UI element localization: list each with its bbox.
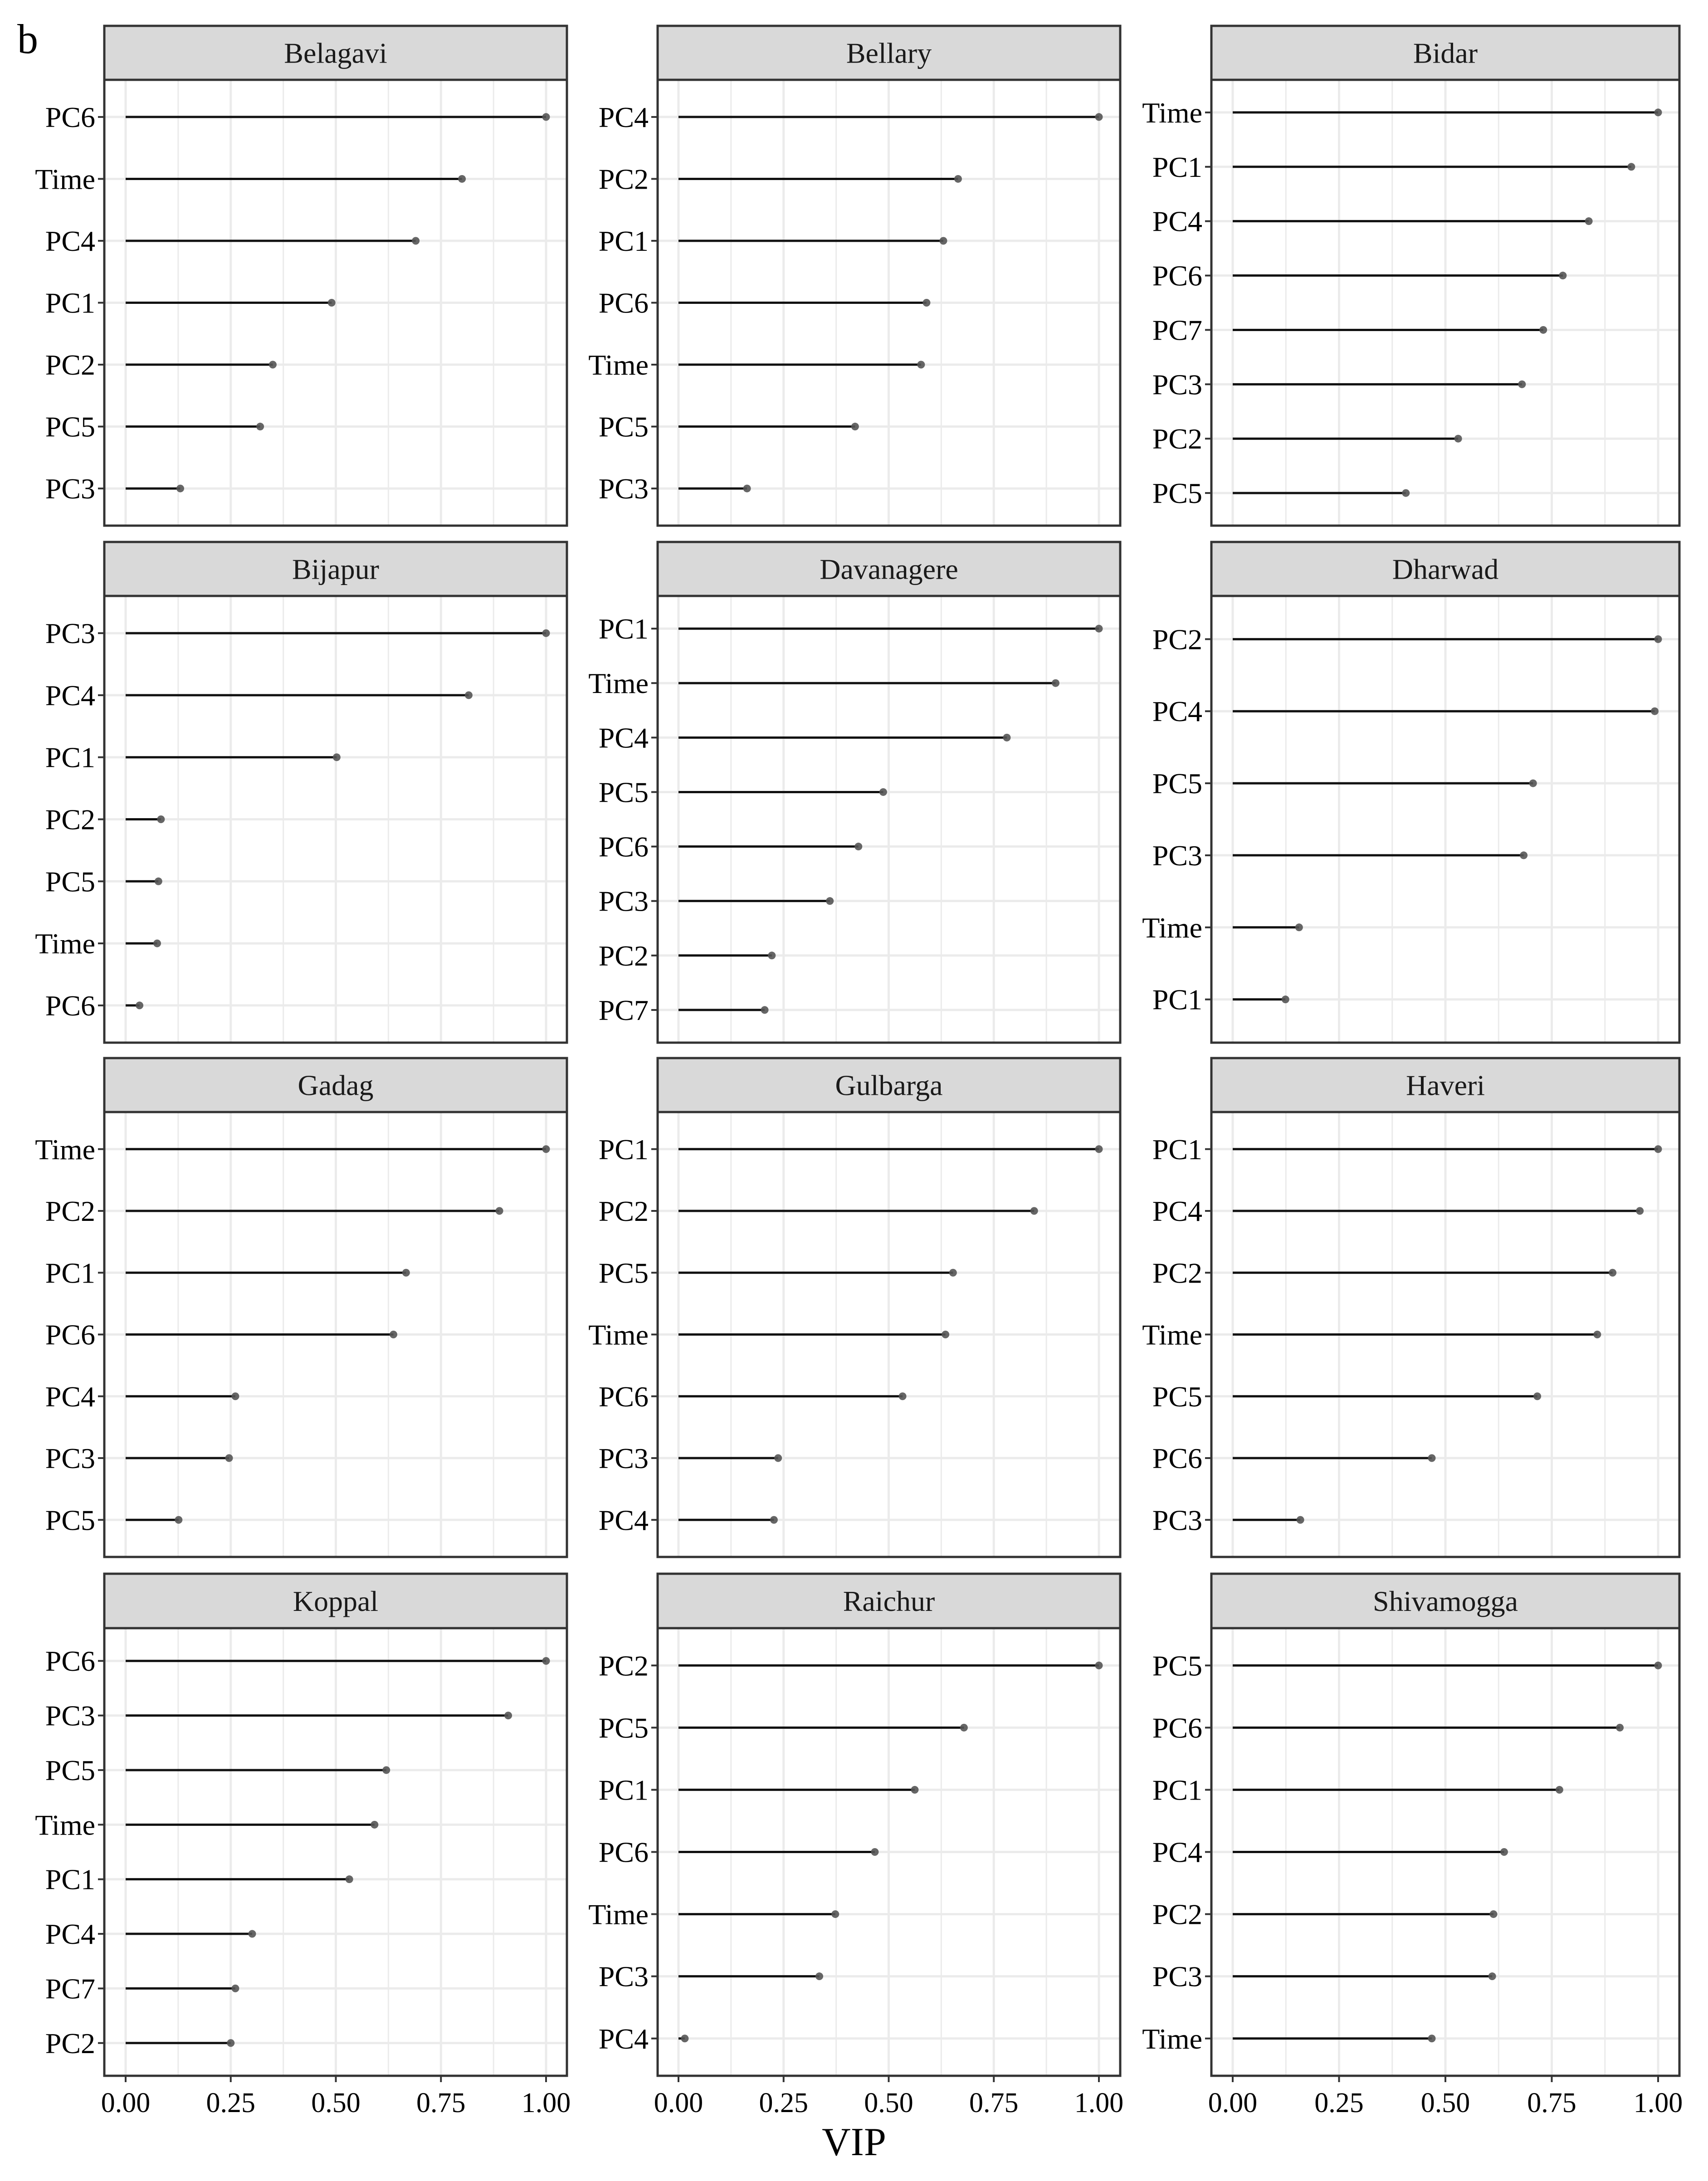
x-axis-tick-label: 1.00: [1633, 2088, 1683, 2118]
lollipop-point: [1559, 272, 1566, 279]
facet-strip-title: Bijapur: [292, 553, 379, 586]
lollipop-point: [899, 1392, 907, 1400]
x-axis-tick-label: 0.75: [969, 2088, 1019, 2118]
lollipop-point: [917, 361, 925, 369]
y-axis-label: PC2: [1152, 1898, 1202, 1931]
facet-strip-title: Dharwad: [1392, 553, 1499, 586]
y-axis-label: PC7: [1152, 314, 1202, 346]
lollipop-point: [770, 1516, 778, 1524]
y-axis-label: PC1: [1152, 1133, 1202, 1166]
y-axis-label: Time: [588, 349, 649, 381]
y-axis-label: PC4: [598, 2022, 649, 2055]
y-axis-label: PC1: [45, 1863, 95, 1896]
y-axis-label: PC1: [598, 1133, 649, 1166]
y-axis-label: PC4: [598, 722, 649, 754]
facet-panel-koppal: [35, 1574, 571, 2118]
lollipop-point: [227, 2039, 234, 2047]
lollipop-point: [1654, 635, 1662, 643]
lollipop-point: [542, 1657, 550, 1665]
facet-strip-title: Shivamogga: [1373, 1585, 1518, 1617]
facet-panel-haveri: [1142, 1058, 1679, 1557]
lollipop-point: [465, 691, 473, 699]
lollipop-point: [1282, 995, 1289, 1003]
y-axis-label: PC3: [45, 617, 95, 650]
x-axis-tick-label: 0.50: [1420, 2088, 1470, 2118]
y-axis-label: PC2: [1152, 423, 1202, 455]
y-axis-label: PC2: [45, 803, 95, 836]
lollipop-point: [1654, 1145, 1662, 1153]
lollipop-point: [911, 1786, 918, 1794]
y-axis-label: PC7: [598, 994, 649, 1026]
y-axis-label: PC3: [45, 1442, 95, 1474]
y-axis-label: PC4: [598, 101, 649, 133]
y-axis-label: PC3: [1152, 839, 1202, 872]
lollipop-point: [136, 1001, 143, 1009]
facet-panel-bijapur: [35, 542, 567, 1043]
lollipop-point: [1533, 1392, 1541, 1400]
facet-strip-title: Gadag: [298, 1069, 374, 1102]
lollipop-point: [458, 175, 466, 183]
y-axis-label: PC6: [598, 1380, 649, 1413]
lollipop-point: [256, 423, 264, 430]
lollipop-point: [1428, 2035, 1435, 2042]
lollipop-point: [960, 1724, 968, 1732]
y-axis-label: PC6: [45, 1318, 95, 1351]
lollipop-point: [390, 1331, 397, 1338]
facet-panel-davanagere: [588, 542, 1120, 1043]
y-axis-label: Time: [1142, 911, 1202, 944]
facet-panel-raichur: [588, 1574, 1123, 2118]
facet-panel-gulbarga: [588, 1058, 1120, 1557]
y-axis-label: PC2: [45, 2027, 95, 2059]
lollipop-point: [1052, 679, 1059, 687]
x-axis-tick-label: 1.00: [1074, 2088, 1124, 2118]
facet-strip-title: Haveri: [1405, 1069, 1485, 1102]
y-axis-label: PC3: [45, 473, 95, 505]
lollipop-point: [815, 1972, 823, 1980]
y-axis-label: PC1: [45, 287, 95, 319]
y-axis-label: PC1: [45, 1257, 95, 1289]
y-axis-label: PC4: [45, 1380, 95, 1413]
x-axis-tick-label: 0.50: [864, 2088, 913, 2118]
facet-panel-shivamogga: [1142, 1574, 1683, 2118]
facet-panel-gadag: [35, 1058, 567, 1557]
lollipop-point: [402, 1269, 410, 1277]
facet-strip-title: Bellary: [846, 37, 932, 69]
x-axis-tick-label: 0.25: [206, 2088, 255, 2118]
y-axis-label: PC2: [598, 939, 649, 972]
lollipop-point: [1095, 1145, 1103, 1153]
y-axis-label: Time: [35, 163, 95, 195]
lollipop-point: [542, 629, 550, 637]
y-axis-label: PC4: [45, 1918, 95, 1951]
lollipop-point: [542, 113, 550, 121]
y-axis-label: PC5: [45, 865, 95, 898]
lollipop-point: [1295, 923, 1303, 931]
lollipop-point: [175, 1516, 182, 1524]
y-axis-label: PC3: [1152, 368, 1202, 401]
y-axis-label: PC6: [45, 101, 95, 133]
x-axis-tick-label: 0.75: [1527, 2088, 1576, 2118]
x-axis-tick-label: 0.00: [101, 2088, 151, 2118]
facet-strip-title: Koppal: [293, 1585, 379, 1617]
y-axis-label: PC2: [598, 1195, 649, 1227]
y-axis-label: PC6: [1152, 1442, 1202, 1474]
lollipop-point: [1556, 1786, 1563, 1794]
lollipop-point: [940, 237, 947, 244]
lollipop-point: [231, 1392, 239, 1400]
y-axis-label: PC5: [598, 1712, 649, 1744]
lollipop-point: [1095, 625, 1103, 633]
lollipop-point: [269, 361, 277, 369]
y-axis-label: PC5: [1152, 1649, 1202, 1682]
y-axis-label: PC4: [1152, 1195, 1202, 1227]
lollipop-point: [1616, 1724, 1624, 1732]
y-axis-label: PC3: [45, 1699, 95, 1732]
y-axis-label: PC2: [1152, 1257, 1202, 1289]
facet-strip-title: Bidar: [1413, 37, 1478, 69]
facet-panel-belagavi: [35, 26, 567, 526]
lollipop-point: [1488, 1972, 1496, 1980]
facet-panel-bidar: [1142, 26, 1679, 526]
facet-strip-title: Gulbarga: [835, 1069, 943, 1102]
x-axis-tick-label: 0.00: [1208, 2088, 1258, 2118]
lollipop-point: [854, 843, 862, 850]
lollipop-point: [1627, 163, 1635, 171]
x-axis-tick-label: 0.25: [1314, 2088, 1364, 2118]
y-axis-label: PC1: [1152, 983, 1202, 1016]
lollipop-point: [774, 1454, 782, 1462]
lollipop-point: [1402, 489, 1410, 497]
x-axis-tick-label: 0.00: [654, 2088, 703, 2118]
lollipop-point: [176, 485, 184, 493]
y-axis-label: PC5: [45, 1754, 95, 1786]
y-axis-label: PC5: [1152, 477, 1202, 510]
facet-strip-title: Belagavi: [284, 37, 387, 69]
facet-panel-dharwad: [1142, 542, 1679, 1043]
y-axis-label: PC1: [598, 613, 649, 645]
y-axis-label: PC7: [45, 1972, 95, 2005]
facet-strip-title: Raichur: [843, 1585, 935, 1617]
lollipop-point: [942, 1331, 949, 1338]
y-axis-label: Time: [1142, 2022, 1202, 2055]
lollipop-point: [922, 299, 930, 307]
lollipop-point: [1095, 113, 1103, 121]
y-axis-label: Time: [35, 1133, 95, 1166]
lollipop-point: [1500, 1848, 1508, 1856]
lollipop-point: [249, 1930, 256, 1938]
y-axis-label: PC6: [1152, 1712, 1202, 1744]
y-axis-label: PC2: [598, 163, 649, 195]
y-axis-label: PC6: [45, 1645, 95, 1678]
y-axis-label: PC6: [1152, 259, 1202, 292]
y-axis-label: PC3: [598, 885, 649, 917]
y-axis-label: Time: [588, 1318, 649, 1351]
lollipop-point: [1454, 435, 1462, 443]
y-axis-label: PC2: [45, 349, 95, 381]
y-axis-label: PC3: [598, 473, 649, 505]
y-axis-label: PC2: [45, 1195, 95, 1227]
lollipop-point: [1095, 1662, 1103, 1669]
facet-strip-title: Davanagere: [820, 553, 958, 586]
lollipop-point: [1609, 1269, 1616, 1277]
lollipop-point: [382, 1766, 390, 1774]
lollipop-point: [1654, 1662, 1662, 1669]
lollipop-point: [831, 1910, 839, 1918]
x-axis-tick-label: 0.50: [311, 2088, 361, 2118]
y-axis-label: PC1: [1152, 151, 1202, 183]
lollipop-point: [826, 897, 834, 905]
y-axis-label: PC1: [1152, 1774, 1202, 1806]
lollipop-point: [1651, 707, 1659, 715]
lollipop-point: [1489, 1910, 1497, 1918]
x-axis-tick-label: 0.75: [416, 2088, 466, 2118]
y-axis-label: PC5: [1152, 1380, 1202, 1413]
lollipop-point: [504, 1712, 512, 1719]
lollipop-point: [333, 753, 341, 761]
x-axis-tick-label: 1.00: [521, 2088, 571, 2118]
lollipop-point: [954, 175, 962, 183]
lollipop-point: [1003, 734, 1010, 742]
y-axis-label: PC6: [598, 830, 649, 863]
lollipop-point: [1030, 1207, 1038, 1215]
y-axis-label: Time: [588, 1898, 649, 1931]
lollipop-point: [761, 1006, 769, 1014]
lollipop-point: [1428, 1454, 1435, 1462]
y-axis-label: PC5: [45, 1504, 95, 1537]
lollipop-point: [949, 1269, 957, 1277]
y-axis-label: PC1: [598, 1774, 649, 1806]
y-axis-label: PC6: [45, 989, 95, 1022]
y-axis-label: PC4: [1152, 695, 1202, 728]
lollipop-point: [1297, 1516, 1304, 1524]
lollipop-point: [1518, 381, 1526, 388]
y-axis-label: Time: [588, 667, 649, 700]
lollipop-point: [1593, 1331, 1601, 1338]
lollipop-point: [851, 423, 859, 430]
y-axis-label: PC1: [598, 224, 649, 257]
y-axis-label: PC6: [598, 1836, 649, 1869]
lollipop-point: [328, 299, 336, 307]
lollipop-point: [743, 485, 751, 493]
figure-panel-label: b: [17, 16, 38, 62]
y-axis-label: PC2: [598, 1649, 649, 1682]
lollipop-point: [1520, 851, 1527, 859]
lollipop-point: [1585, 217, 1593, 225]
y-axis-label: PC3: [598, 1960, 649, 1993]
lollipop-point: [225, 1454, 233, 1462]
y-axis-label: PC4: [1152, 1836, 1202, 1869]
lollipop-point: [681, 2035, 688, 2042]
lollipop-point: [496, 1207, 503, 1215]
lollipop-point: [768, 951, 776, 959]
lollipop-point: [412, 237, 420, 244]
y-axis-label: Time: [1142, 96, 1202, 129]
lollipop-point: [871, 1848, 878, 1856]
y-axis-label: PC5: [598, 1257, 649, 1289]
lollipop-point: [542, 1145, 550, 1153]
lollipop-point: [157, 815, 165, 823]
y-axis-label: PC5: [598, 776, 649, 809]
y-axis-label: PC5: [45, 410, 95, 443]
x-axis-title: VIP: [822, 2120, 886, 2164]
y-axis-label: Time: [1142, 1318, 1202, 1351]
y-axis-label: Time: [35, 1809, 95, 1841]
y-axis-label: Time: [35, 927, 95, 960]
y-axis-label: PC6: [598, 287, 649, 319]
x-axis-tick-label: 0.25: [759, 2088, 808, 2118]
facet-panel-bellary: [588, 26, 1120, 526]
lollipop-point: [1529, 780, 1537, 787]
lollipop-point: [879, 788, 887, 796]
lollipop-point: [346, 1875, 353, 1883]
y-axis-label: PC1: [45, 741, 95, 774]
lollipop-point: [153, 940, 161, 947]
y-axis-label: PC4: [45, 679, 95, 712]
lollipop-point: [1539, 326, 1547, 334]
lollipop-point: [1654, 108, 1662, 116]
lollipop-point: [371, 1821, 378, 1829]
y-axis-label: PC3: [598, 1442, 649, 1474]
lollipop-point: [155, 878, 162, 885]
y-axis-label: PC4: [598, 1504, 649, 1537]
y-axis-label: PC3: [1152, 1504, 1202, 1537]
y-axis-label: PC2: [1152, 623, 1202, 656]
y-axis-label: PC4: [1152, 205, 1202, 238]
y-axis-label: PC4: [45, 224, 95, 257]
lollipop-point: [1636, 1207, 1644, 1215]
y-axis-label: PC5: [598, 410, 649, 443]
y-axis-label: PC5: [1152, 767, 1202, 800]
lollipop-point: [231, 1985, 239, 1992]
y-axis-label: PC3: [1152, 1960, 1202, 1993]
